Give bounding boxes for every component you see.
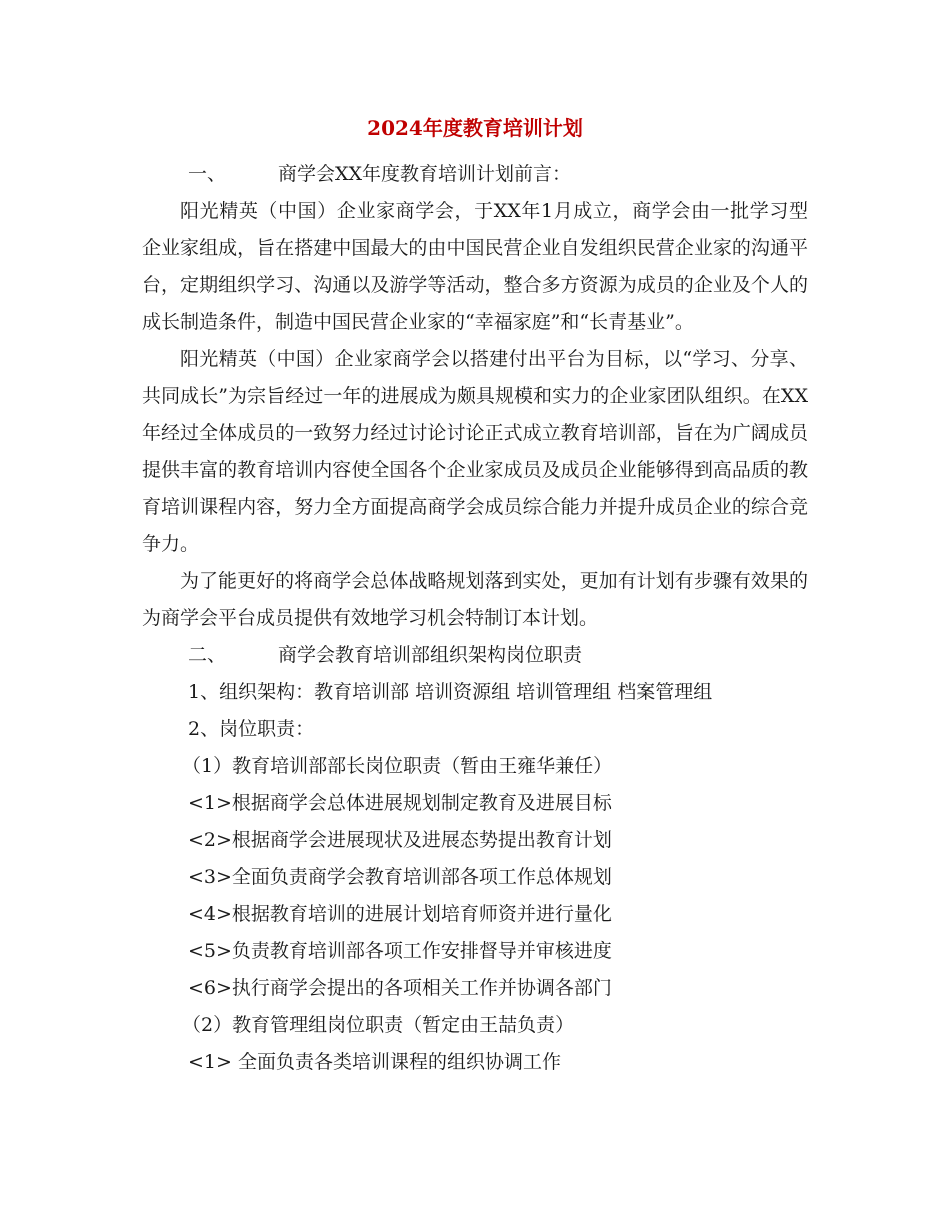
section-heading-2	[142, 637, 808, 674]
org-structure-line: 1、组织架构：教育培训部 培训资源组 培训管理组 档案管理组	[188, 681, 713, 703]
paragraph-purpose: 为了能更好的将商学会总体战略规划落到实处，更加有计划有步骤有效果的为商学会平台成员提供有效地学习机会特制订本计划。	[142, 570, 808, 629]
duty-item: <4>根据教育培训的进展计划培育师资并进行量化	[188, 903, 612, 925]
duty-item: <1> 全面负责各类培训课程的组织协调工作	[188, 1051, 561, 1073]
section-title-1: 商学会XX年度教育培训计划前言：	[278, 163, 572, 185]
duty-item: <6>执行商学会提出的各项相关工作并协调各部门	[188, 977, 612, 999]
paragraph-intro: 阳光精英（中国）企业家商学会，于XX年1月成立，商学会由一批学习型企业家组成，旨在搭建中国最大的由中国民营企业自发组织民营企业家的沟通平台，定期组织学习、沟通以及游学等活动，整合多方资源为成员的企业及个人的成长制造条件，制造中国民营企业家的“幸福家庭”和“长青基业”。	[142, 200, 808, 333]
role-title-2: （2）教育管理组岗位职责（暂定由王喆负责）	[182, 1014, 575, 1036]
document-body	[142, 156, 808, 1081]
role-title-1: （1）教育培训部部长岗位职责（暂由王雍华兼任）	[182, 755, 613, 777]
section-title-2: 商学会教育培训部组织架构岗位职责	[278, 644, 583, 666]
duty-item: <3>全面负责商学会教育培训部各项工作总体规划	[188, 866, 612, 888]
duty-item: <2>根据商学会进展现状及进展态势提出教育计划	[188, 829, 612, 851]
duties-label: 2、岗位职责：	[188, 718, 315, 740]
section-number-1: 一、	[188, 163, 227, 185]
duty-item: <5>负责教育培训部各项工作安排督导并审核进度	[188, 940, 612, 962]
document-title: 2024年度教育培训计划	[367, 116, 583, 140]
section-heading-1	[142, 156, 808, 193]
paragraph-goal: 阳光精英（中国）企业家商学会以搭建付出平台为目标，以“学习、分享、共同成长”为宗旨经过一年的进展成为颇具规模和实力的企业家团队组织。在XX年经过全体成员的一致努力经过讨论讨论正式成立教育培训部，旨在为广阔成员提供丰富的教育培训内容使全国各个企业家成员及成员企业能够得到高品质的教育培训课程内容，努力全方面提高商学会成员综合能力并提升成员企业的综合竞争力。	[142, 348, 808, 555]
section-number-2: 二、	[188, 644, 227, 666]
duty-item: <1>根据商学会总体进展规划制定教育及进展目标	[188, 792, 612, 814]
